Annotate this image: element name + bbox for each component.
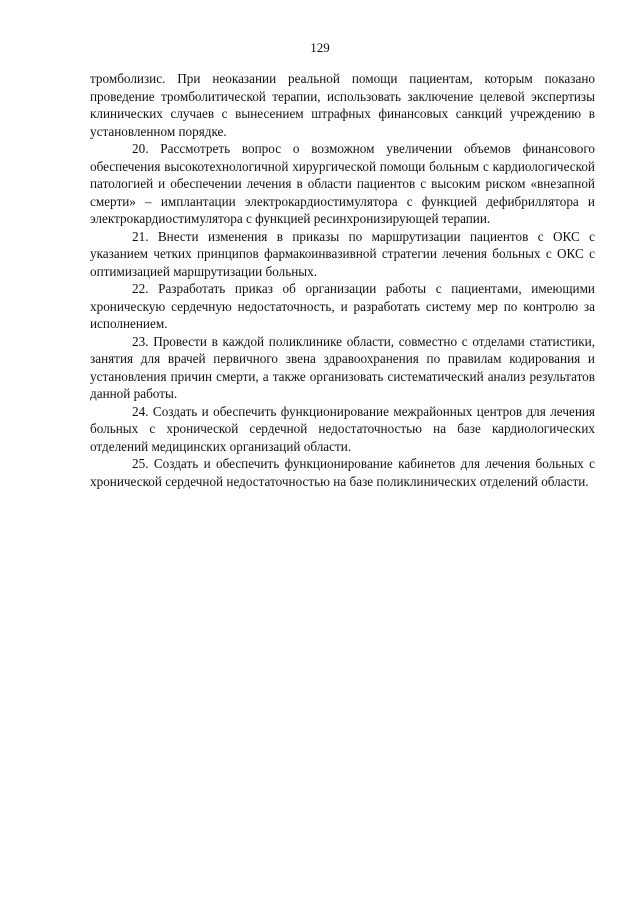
document-body: [90, 70, 595, 490]
paragraph-item-21: 21. Внести изменения в приказы по маршрутизации пациентов с ОКС с указанием четких принципов фармакоинвазивной стратегии лечения больных с ОКС с оптимизацией маршрутизации больных.: [90, 228, 595, 279]
paragraph-item-20: 20. Рассмотреть вопрос о возможном увеличении объемов финансового обеспечения высокотехнологичной хирургической помощи больным с кардиологической патологией и обеспечении лечения в области пациентов с высоким риском «внезапной смерти» – имплантации электрокардиостимулятора с функцией дефибриллятора и электрокардиостимулятора с функцией ресинхронизирующей терапии.: [90, 141, 595, 226]
paragraph-item-25: 25. Создать и обеспечить функционирование кабинетов для лечения больных с хронической сердечной недостаточностью на базе поликлинических отделений области.: [90, 456, 595, 489]
paragraph-item-23: 23. Провести в каждой поликлинике области, совместно с отделами статистики, занятия для врачей первичного звена здравоохранения по правилам кодирования и установления причин смерти, а также организовать систематический анализ результатов данной работы.: [90, 333, 595, 401]
page-number: 129: [310, 40, 330, 55]
paragraph-item-24: 24. Создать и обеспечить функционирование межрайонных центров для лечения больных с хронической сердечной недостаточностью на базе кардиологических отделений медицинских организаций области.: [90, 403, 595, 454]
paragraph-item-22: 22. Разработать приказ об организации работы с пациентами, имеющими хроническую сердечную недостаточность, и разработать систему мер по контролю за исполнением.: [90, 281, 595, 331]
paragraph-continuation: тромболизис. При неоказании реальной помощи пациентам, которым показано проведение тромболитической терапии, использовать заключение целевой экспертизы клинических случаев с вынесением штрафных финансовых санкций учреждению в установленном порядке.: [90, 71, 595, 139]
